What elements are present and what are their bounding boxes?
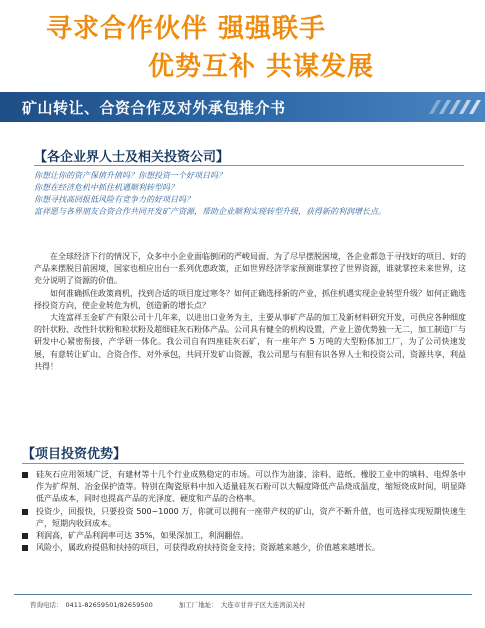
body-paragraph: 如何准确抓住政策商机，找到合适的项目度过寒冬？如何正确选择新的产业，抓住机遇实现企业转型升级？如何正确选择投资方向，使企业转危为机，创造新的增长点？ xyxy=(34,288,466,310)
intro-line: 你想寻找高回报低风险有竞争力的好项目吗？ xyxy=(34,195,194,204)
footer-contact xyxy=(30,600,470,609)
phone-number: 0411-82659501/82659500 xyxy=(65,601,153,609)
intro-line: 你想在经济危机中抓住机遇顺利转型吗？ xyxy=(34,183,178,192)
square-bullet-icon xyxy=(22,509,28,515)
company-description xyxy=(34,251,466,373)
intro-line: 你想让你的资产保值升值吗？你想投资一个好项目吗？ xyxy=(34,171,226,180)
list-item xyxy=(22,530,466,542)
slogan-line-1: 寻求合作伙伴 强强联手 xyxy=(46,14,327,44)
section-heading-advantages: 【项目投资优势】 xyxy=(22,447,127,462)
list-item xyxy=(22,506,466,530)
list-item-text: 投资少，回报快，只要投资 500~1000 万，你就可以拥有一座带产权的矿山，资产不断升值，也可选择实现短期快速生产，短期内收回成本。 xyxy=(36,506,466,528)
banner-decoration-icon xyxy=(427,98,481,116)
title-banner xyxy=(0,92,485,122)
factory-address: 大连市甘井子区大连湾前关村 xyxy=(220,601,306,609)
section-heading-investors: 【各企业界人士及相关投资公司】 xyxy=(34,150,230,165)
square-bullet-icon xyxy=(22,545,28,551)
body-paragraph: 在全球经济下行的情况下，众多中小企业面临倒闭的严峻局面、为了尽早摆脱困境，各企业都急于寻找好的项目、好的产品来摆脱目前困境，国家也相应出台一系列优惠政策，正如世界经济学家预测谁掌控了世界资源，谁就掌控未来世界，这充分说明了资源的价值。 xyxy=(34,252,466,286)
body-paragraph: 大连富祥玉金矿产有限公司十几年来，以进出口业务为主，主要从事矿产品的加工及新材料研究开发，可供应各种细度的针状粉、改性针状粉和粒状粉及超细硅灰石粉体产品。公司具有健全的机构设置，产业上游优势独一无二，加工制造厂与研发中心紧密衔接，产学研一体化。我公司自有四座硅灰石矿，有一座年产 5 万吨的大型粉体加工厂，为了公司快速发展，有意转让矿山、合资合作、对外承包，共同开发矿山资源，我公司愿与有胆有识各界人士和投资公司，资源共享，利益共得！ xyxy=(34,313,466,371)
square-bullet-icon xyxy=(22,533,28,539)
list-item xyxy=(22,542,466,554)
address-label: 加工厂地址： xyxy=(178,601,218,609)
advantages-list xyxy=(22,469,466,554)
section-divider xyxy=(22,463,464,464)
banner-title: 矿山转让、合资合作及对外承包推介书 xyxy=(22,99,286,117)
intro-line: 富祥愿与各界朋友合资合作共同开发矿产资源，帮助企业顺利实现转型升级，获得新的利润增长点。 xyxy=(34,207,386,216)
list-item xyxy=(22,469,466,506)
phone-label: 咨询电话： xyxy=(30,601,63,609)
square-bullet-icon xyxy=(22,472,28,478)
footer-divider xyxy=(14,594,472,595)
list-item-text: 风险小，属政府提倡和扶持的项目，可获得政府扶持资金支持；资源越来越少，价值越来越增长。 xyxy=(36,543,380,553)
list-item-text: 利润高，矿产品利润率可达 35%，如果深加工，利润翻倍。 xyxy=(36,531,249,541)
list-item-text: 硅灰石应用领域广泛，有建材等十几个行业成熟稳定的市场。可以作为油漆、涂料、造纸、橡胶工业中的填料、电焊条中作为扩焊剂、冶金保护渣等。特别在陶瓷原料中加入适量硅灰石粉可以大幅度降低产品烧成温度，缩短烧成时间，明显降低产品成本，同时也提高产品的光泽度、硬度和产品的合格率。 xyxy=(36,470,466,504)
slogan-line-2: 优势互补 共谋发展 xyxy=(148,52,375,82)
intro-questions xyxy=(34,170,466,218)
section-divider xyxy=(34,165,464,166)
